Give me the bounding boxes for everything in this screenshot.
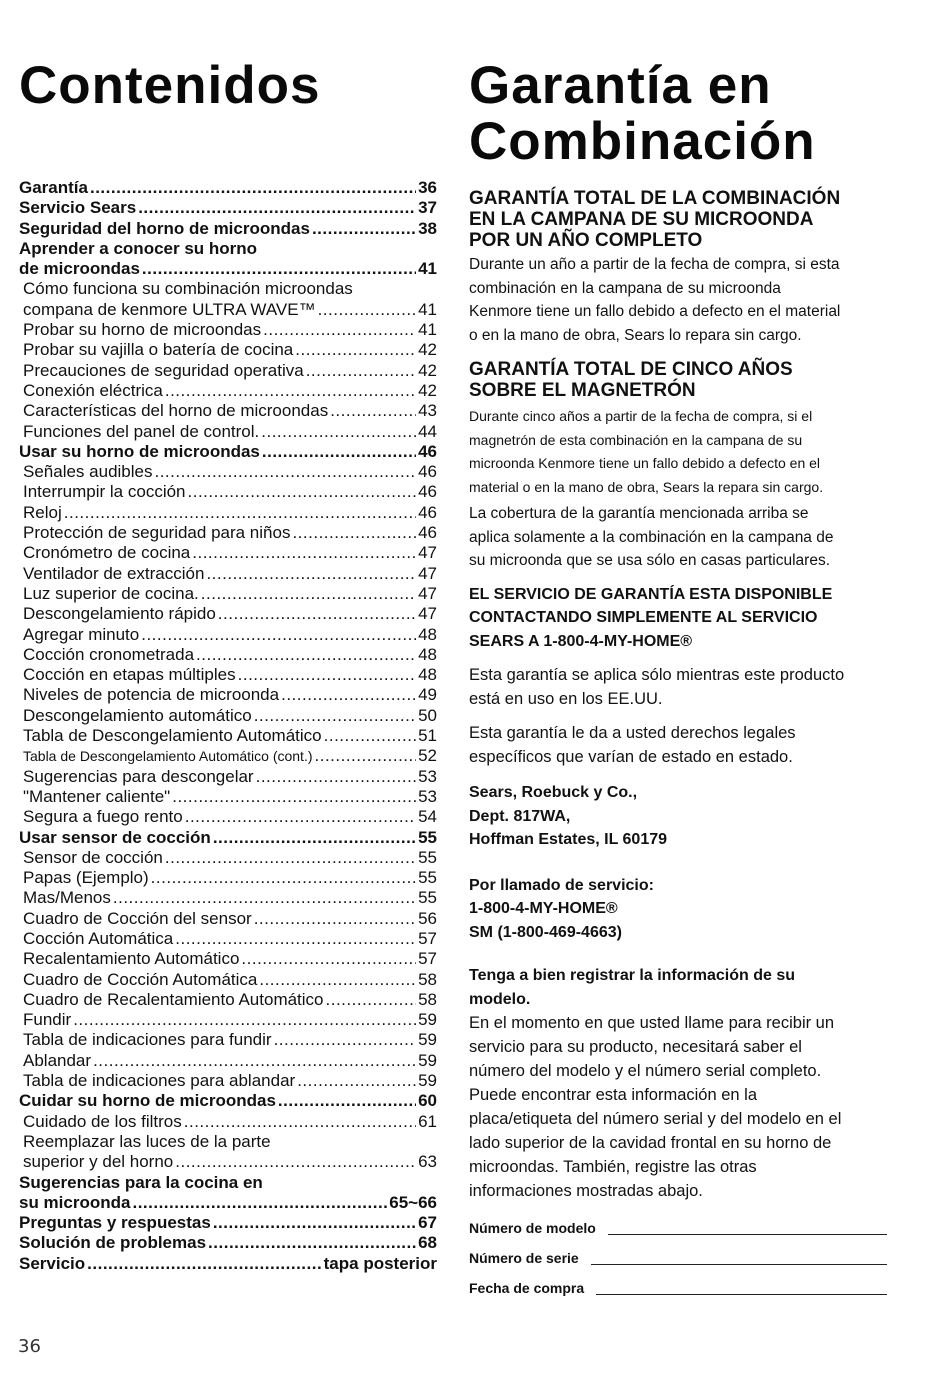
text-line: Durante cinco años a partir de la fecha de compra, si el [469, 408, 813, 424]
text-line: magnetrón de esta combinación en la campana de su [469, 431, 803, 448]
toc-entry [19, 1051, 437, 1071]
toc-entry [19, 482, 437, 502]
heading-line: GARANTÍA TOTAL DE CINCO AÑOS [469, 359, 793, 380]
toc-dot-leader [278, 1091, 416, 1111]
heading-line: modelo. [469, 990, 531, 1008]
five-year-warranty-heading [469, 359, 909, 401]
toc-entry [19, 564, 437, 584]
toc-entry-title: Aprender a conocer su horno [19, 238, 258, 258]
toc-entry-title: Tabla de indicaciones para fundir [23, 1030, 272, 1050]
toc-entry-page: 55 [418, 847, 437, 867]
toc-entry-page: 68 [418, 1233, 437, 1253]
toc-dot-leader [73, 1010, 416, 1030]
toc-entry-page: 48 [418, 665, 437, 685]
toc-dot-leader [93, 1051, 416, 1071]
toc-entry [19, 807, 437, 827]
coverage-text [469, 502, 909, 573]
toc-entry [19, 706, 437, 726]
toc-dot-leader [196, 645, 416, 665]
toc-entry [19, 462, 437, 482]
toc-entry [19, 848, 437, 868]
toc-entry-title: Tabla de Descongelamiento Automático (cont.) [23, 748, 313, 765]
toc-dot-leader [259, 970, 416, 990]
toc-entry-page: 57 [418, 949, 437, 969]
text-line: número del modelo y el número serial completo. [469, 1062, 822, 1080]
toc-dot-leader [184, 1112, 416, 1132]
toc-entry [19, 1152, 437, 1172]
toc-dot-leader [208, 1233, 416, 1253]
toc-entry-title: Ablandar [23, 1050, 92, 1070]
toc-entry-page: 41 [418, 259, 437, 279]
service-heading [469, 583, 909, 654]
toc-entry-title: Cuadro de Cocción Automática [23, 969, 258, 989]
toc-dot-leader [213, 828, 416, 848]
toc-entry-title: Reloj [23, 502, 62, 522]
toc-entry [19, 787, 437, 807]
toc-entry [19, 888, 437, 908]
phone-line: SM (1-800-469-4663) [469, 923, 622, 941]
toc-entry-page: 59 [418, 1050, 437, 1070]
toc-entry [19, 219, 437, 239]
heading-line: Tenga a bien registrar la información de su [469, 967, 796, 984]
toc-entry-page: 61 [418, 1111, 437, 1131]
toc-entry [19, 543, 437, 563]
toc-entry [19, 1193, 437, 1213]
text-line: material o en la mano de obra, Sears la repara sin cargo. [469, 478, 824, 495]
toc-entry-page: 47 [418, 604, 437, 624]
page-number: 36 [18, 1336, 41, 1357]
toc-entry [19, 625, 437, 645]
text-line: informaciones mostradas abajo. [469, 1182, 703, 1200]
toc-dot-leader [256, 767, 416, 787]
toc-entry-title: Fundir [23, 1010, 72, 1030]
toc-dot-leader [213, 1213, 416, 1233]
text-line: microondas. También, registre las otras [469, 1158, 757, 1176]
toc-entry-page: 43 [418, 401, 437, 421]
one-year-warranty-heading [469, 188, 909, 251]
toc-entry [19, 990, 437, 1010]
toc-dot-leader [206, 564, 416, 584]
toc-entry-page: 60 [418, 1091, 437, 1111]
toc-dot-leader [312, 219, 416, 239]
toc-entry [19, 178, 437, 198]
toc-entry-title: de microondas [19, 259, 140, 279]
registration-field-label: Número de modelo [469, 1220, 596, 1236]
phone-line: 1-800-4-MY-HOME® [469, 900, 618, 917]
toc-entry-title: Sensor de cocción [23, 847, 163, 867]
toc-dot-leader [274, 1030, 417, 1050]
phone-line: Por llamado de servicio: [469, 876, 654, 894]
toc-entry-page: 55 [418, 827, 437, 847]
toc-dot-leader [113, 888, 416, 908]
toc-entry-title: Probar su horno de microondas [23, 320, 262, 340]
toc-dot-leader [262, 442, 416, 462]
toc-dot-leader [64, 503, 416, 523]
toc-entry-title: Agregar minuto [23, 624, 140, 644]
address-line: Hoffman Estates, IL 60179 [469, 831, 668, 848]
toc-entry [19, 1173, 437, 1193]
text-line: lado superior de la cavidad frontal en su horno de [469, 1134, 832, 1152]
blank-write-in-line [608, 1233, 887, 1235]
toc-entry [19, 320, 437, 340]
toc-dot-leader [165, 848, 416, 868]
toc-entry-page: 52 [418, 746, 437, 766]
toc-entry-title: Sugerencias para la cocina en [19, 1172, 263, 1192]
toc-entry-page: 47 [418, 583, 437, 603]
address-line: Sears, Roebuck y Co., [469, 784, 638, 801]
toc-entry-title: Preguntas y respuestas [19, 1213, 211, 1233]
toc-entry [19, 604, 437, 624]
warranty-title-line1: Garantía en [469, 56, 772, 115]
toc-entry-title: Cocción Automática [23, 928, 174, 948]
toc-entry-page: 48 [418, 644, 437, 664]
toc-entry-title: Garantía [19, 178, 88, 197]
toc-entry [19, 259, 437, 279]
toc-entry-title: Papas (Ejemplo) [23, 868, 149, 888]
registration-field [469, 1243, 887, 1273]
legal-rights-text [469, 721, 909, 769]
text-line: microonda Kenmore tiene un fallo debido a defecto en el [469, 455, 821, 471]
toc-entry [19, 401, 437, 421]
toc-entry-title: Luz superior de cocina. [23, 583, 199, 603]
register-text [469, 1011, 909, 1203]
one-year-warranty-section [469, 188, 909, 347]
toc-entry [19, 868, 437, 888]
usa-only-text [469, 663, 909, 711]
five-year-warranty-text [469, 405, 909, 499]
toc-dot-leader [188, 482, 417, 502]
toc-dot-leader [192, 543, 416, 563]
toc-entry-title: Descongelamiento rápido [23, 604, 216, 624]
toc-entry-title: Cuidado de los filtros [23, 1111, 182, 1131]
toc-entry-title: Conexión eléctrica [23, 380, 163, 400]
toc-entry-title: Descongelamiento automático [23, 705, 252, 725]
text-line: Durante un año a partir de la fecha de compra, si esta [469, 256, 840, 273]
toc-entry-page: 59 [418, 1030, 437, 1050]
address-line: Dept. 817WA, [469, 807, 571, 825]
toc-entry-title: Cuadro de Cocción del sensor [23, 908, 252, 928]
toc-dot-leader [185, 807, 416, 827]
toc-entry [19, 340, 437, 360]
toc-entry-title: "Mantener caliente" [23, 786, 171, 806]
toc-entry [19, 645, 437, 665]
contents-column [19, 58, 437, 1274]
toc-entry [19, 1132, 437, 1152]
toc-dot-leader [165, 381, 416, 401]
toc-entry [19, 584, 437, 604]
registration-fields [469, 1213, 909, 1303]
toc-entry [19, 442, 437, 462]
toc-entry [19, 1233, 437, 1253]
toc-entry-page: 42 [418, 380, 437, 400]
warranty-column [469, 58, 909, 1303]
toc-entry [19, 381, 437, 401]
toc-dot-leader [175, 1152, 416, 1172]
toc-entry [19, 726, 437, 746]
toc-entry-title: Seguridad del horno de microondas [19, 218, 310, 238]
toc-entry-page: 46 [418, 462, 437, 482]
toc-entry [19, 767, 437, 787]
text-line: Puede encontrar esta información en la [469, 1086, 758, 1104]
five-year-warranty-section [469, 359, 909, 573]
heading-line: GARANTÍA TOTAL DE LA COMBINACIÓN [469, 188, 841, 209]
toc-entry [19, 970, 437, 990]
toc-entry [19, 239, 437, 259]
toc-entry [19, 746, 437, 766]
toc-dot-leader [297, 1071, 416, 1091]
toc-entry-title: superior y del horno [23, 1152, 174, 1172]
toc-entry-page: 41 [418, 320, 437, 340]
toc-entry-page: 65~66 [389, 1192, 437, 1212]
toc-entry-title: Usar su horno de microondas [19, 441, 260, 461]
toc-entry-title: Cronómetro de cocina [23, 543, 191, 563]
toc-entry-title: Cómo funciona su combinación microondas [23, 279, 353, 299]
text-line: su microonda que se usa sólo en casas particulares. [469, 552, 831, 569]
text-line: está en uso en los EE.UU. [469, 690, 663, 708]
heading-line: EL SERVICIO DE GARANTÍA ESTA DISPONIBLE [469, 585, 833, 603]
toc-entry [19, 1254, 437, 1274]
toc-entry-page: 36 [418, 178, 437, 197]
toc-entry-title: Interrumpir la cocción [23, 482, 186, 502]
toc-dot-leader [141, 625, 416, 645]
toc-entry [19, 929, 437, 949]
sears-address [469, 781, 909, 852]
toc-entry-page: 42 [418, 340, 437, 360]
toc-entry-page: 55 [418, 888, 437, 908]
toc-entry-page: 41 [418, 299, 437, 319]
toc-dot-leader [326, 990, 417, 1010]
toc-entry [19, 523, 437, 543]
toc-entry-page: 54 [418, 807, 437, 827]
toc-entry [19, 361, 437, 381]
toc-dot-leader [324, 726, 416, 746]
toc-entry [19, 828, 437, 848]
toc-entry-title: su microonda [19, 1192, 131, 1212]
toc-entry-title: compana de kenmore ULTRA WAVE™ [23, 299, 316, 319]
toc-entry-page: 46 [418, 482, 437, 502]
toc-dot-leader [295, 340, 416, 360]
toc-dot-leader [292, 523, 416, 543]
contents-title: Contenidos [19, 56, 321, 115]
toc-entry-page: 49 [418, 685, 437, 705]
toc-entry [19, 949, 437, 969]
toc-entry-page: 56 [418, 908, 437, 928]
toc-dot-leader [172, 787, 416, 807]
toc-entry-title: Señales audibles [23, 462, 153, 482]
toc-entry [19, 665, 437, 685]
one-year-warranty-text [469, 253, 909, 347]
register-section [469, 964, 909, 1203]
toc-entry-title: Tabla de indicaciones para ablandar [23, 1071, 296, 1091]
toc-dot-leader [154, 462, 416, 482]
heading-line: SOBRE EL MAGNETRÓN [469, 380, 696, 401]
toc-entry-title: Reemplazar las luces de la parte [23, 1131, 271, 1151]
toc-entry-title: Usar sensor de cocción [19, 827, 211, 847]
toc-entry-page: 48 [418, 624, 437, 644]
toc-dot-leader [281, 685, 416, 705]
register-heading [469, 964, 909, 1011]
toc-entry [19, 1010, 437, 1030]
warranty-title [469, 58, 909, 170]
toc-entry-title: Recalentamiento Automático [23, 949, 240, 969]
text-line: La cobertura de la garantía mencionada arriba se [469, 505, 809, 522]
toc-dot-leader [218, 604, 416, 624]
toc-entry-page: 47 [418, 563, 437, 583]
toc-entry-title: Cocción cronometrada [23, 644, 195, 664]
text-line: combinación en la campana de su microonda [469, 279, 781, 297]
toc-entry-page: 51 [418, 726, 437, 746]
toc-dot-leader [87, 1254, 321, 1274]
text-line: servicio para su producto, necesitará saber el [469, 1038, 802, 1056]
toc-entry-page: 59 [418, 1071, 437, 1091]
toc-entry-title: Mas/Menos [23, 888, 111, 908]
toc-entry-page: 58 [418, 969, 437, 989]
toc-entry [19, 1213, 437, 1233]
toc-dot-leader [254, 706, 416, 726]
toc-entry-title: Funciones del panel de control. [23, 421, 260, 441]
toc-dot-leader [318, 300, 417, 320]
blank-write-in-line [596, 1293, 887, 1295]
heading-line: POR UN AÑO COMPLETO [469, 230, 703, 251]
heading-line: CONTACTANDO SIMPLEMENTE AL SERVICIO [469, 609, 818, 626]
toc-entry-page: 58 [418, 989, 437, 1009]
text-line: específicos que varían de estado en estado. [469, 748, 793, 766]
heading-line: SEARS A 1-800-4-MY-HOME® [469, 632, 693, 650]
toc-dot-leader [306, 361, 416, 381]
registration-field-label: Número de serie [469, 1250, 579, 1266]
toc-dot-leader [315, 746, 417, 766]
toc-entry-page: 53 [418, 786, 437, 806]
toc-entry-page: 38 [418, 218, 437, 238]
toc-dot-leader [138, 198, 416, 218]
toc-entry-title: Sugerencias para descongelar [23, 766, 254, 786]
text-line: Esta garantía le da a usted derechos legales [469, 724, 796, 742]
toc-entry-page: 37 [418, 198, 437, 218]
toc-entry [19, 1091, 437, 1111]
registration-field-label: Fecha de compra [469, 1280, 585, 1296]
toc-dot-leader [90, 178, 416, 198]
toc-entry-title: Ventilador de extracción [23, 563, 205, 583]
toc-entry-page: 63 [418, 1152, 437, 1172]
toc-entry-title: Tabla de Descongelamiento Automático [23, 726, 322, 746]
text-line: o en la mano de obra, Sears lo repara sin cargo. [469, 326, 802, 344]
toc-entry-page: 55 [418, 868, 437, 888]
toc-entry-title: Probar su vajilla o batería de cocina [23, 340, 294, 360]
warranty-title-line2: Combinación [469, 112, 816, 171]
toc-entry [19, 300, 437, 320]
toc-entry-page: 42 [418, 360, 437, 380]
toc-entry-title: Segura a fuego rento [23, 807, 183, 827]
toc-entry-title: Características del horno de microondas [23, 401, 329, 421]
toc-entry [19, 1112, 437, 1132]
blank-write-in-line [591, 1263, 887, 1265]
toc-entry-page: 44 [418, 421, 437, 441]
toc-dot-leader [175, 929, 416, 949]
registration-field [469, 1213, 887, 1243]
toc-dot-leader [261, 422, 416, 442]
toc-entry [19, 685, 437, 705]
toc-dot-leader [142, 259, 416, 279]
toc-entry-page: 67 [418, 1213, 437, 1233]
toc-entry-page: 46 [418, 502, 437, 522]
toc-entry-page: 46 [418, 441, 437, 461]
toc-entry-title: Cuadro de Recalentamiento Automático [23, 989, 324, 1009]
toc-entry [19, 503, 437, 523]
toc-entry [19, 198, 437, 218]
toc-dot-leader [254, 909, 416, 929]
toc-dot-leader [330, 401, 416, 421]
toc-entry-page: 50 [418, 705, 437, 725]
toc-entry-title: Precauciones de seguridad operativa [23, 360, 304, 380]
toc-dot-leader [201, 584, 416, 604]
text-line: Esta garantía se aplica sólo mientras este producto [469, 666, 845, 684]
heading-line: EN LA CAMPANA DE SU MICROONDA [469, 209, 814, 230]
toc-dot-leader [151, 868, 416, 888]
toc-entry-page: 46 [418, 523, 437, 543]
toc-entry [19, 1071, 437, 1091]
toc-dot-leader [238, 665, 416, 685]
text-line: Kenmore tiene un fallo debido a defecto en el material [469, 303, 841, 320]
toc-dot-leader [241, 949, 416, 969]
service-phone [469, 874, 909, 945]
toc-entry-title: Solución de problemas [19, 1233, 207, 1253]
toc-entry-title: Servicio Sears [19, 198, 137, 218]
toc-entry-page: 47 [418, 543, 437, 563]
text-line: En el momento en que usted llame para recibir un [469, 1014, 835, 1032]
toc-dot-leader [263, 320, 416, 340]
toc-entry-page: 59 [418, 1010, 437, 1030]
text-line: placa/etiqueta del número serial y del modelo en el [469, 1110, 842, 1128]
toc-entry-title: Cocción en etapas múltiples [23, 665, 236, 685]
toc-entry [19, 422, 437, 442]
toc-entry [19, 279, 437, 299]
toc-entry-title: Servicio [19, 1253, 86, 1273]
toc-dot-leader [132, 1193, 387, 1213]
toc-entry-title: Niveles de potencia de microonda [23, 685, 280, 705]
toc-entry-title: Protección de seguridad para niños [23, 523, 291, 543]
service-section [469, 583, 909, 770]
table-of-contents [19, 178, 437, 1274]
toc-entry-title: Cuidar su horno de microondas [19, 1091, 276, 1111]
registration-field [469, 1273, 887, 1303]
toc-entry-page: 57 [418, 928, 437, 948]
toc-entry-page: tapa posterior [323, 1253, 437, 1273]
toc-entry-page: 53 [418, 766, 437, 786]
toc-entry [19, 909, 437, 929]
toc-entry [19, 1030, 437, 1050]
text-line: aplica solamente a la combinación en la campana de [469, 528, 834, 546]
